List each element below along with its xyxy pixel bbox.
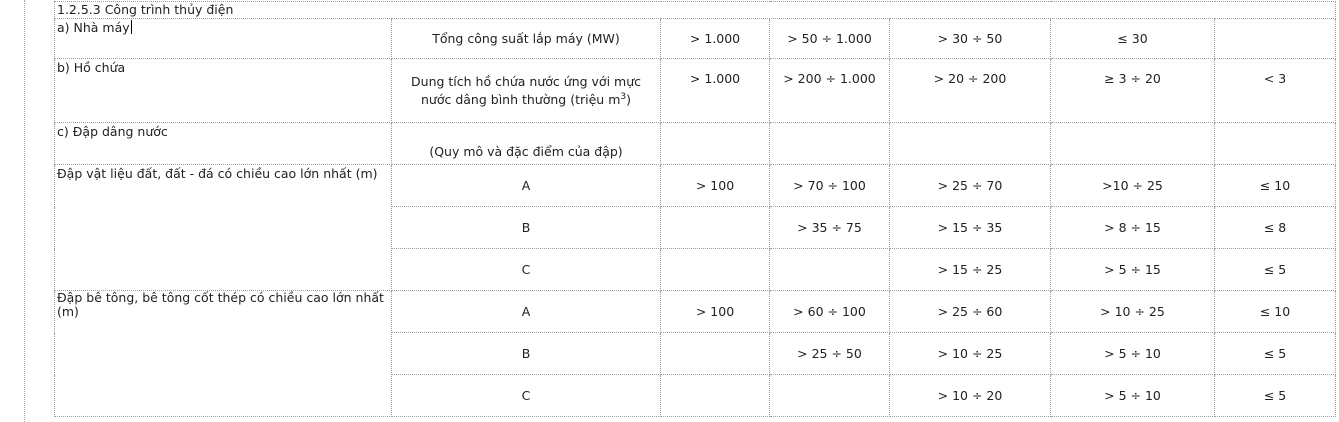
value-cell[interactable] xyxy=(661,249,770,291)
value-cell[interactable] xyxy=(890,123,1051,165)
value-cell[interactable] xyxy=(1051,123,1215,165)
table-row xyxy=(55,2,1336,19)
value-cell[interactable]: > 1.000 xyxy=(661,59,770,123)
value-cell[interactable]: > 8 ÷ 15 xyxy=(1051,207,1215,249)
value-cell[interactable] xyxy=(770,123,890,165)
value-cell[interactable]: > 5 ÷ 15 xyxy=(1051,249,1215,291)
grade-cell[interactable]: C xyxy=(392,375,661,417)
value-cell[interactable]: > 5 ÷ 10 xyxy=(1051,333,1215,375)
hydropower-classification-table xyxy=(54,1,1336,417)
value-cell[interactable]: < 3 xyxy=(1215,59,1336,123)
grade-cell[interactable]: B xyxy=(392,333,661,375)
value-cell[interactable] xyxy=(661,123,770,165)
grade-cell[interactable]: A xyxy=(392,165,661,207)
left-margin-guide xyxy=(24,0,25,422)
value-cell[interactable]: > 20 ÷ 200 xyxy=(890,59,1051,123)
value-cell[interactable] xyxy=(661,207,770,249)
value-cell[interactable]: > 60 ÷ 100 xyxy=(770,291,890,333)
value-cell[interactable]: > 100 xyxy=(661,165,770,207)
grade-cell[interactable]: A xyxy=(392,291,661,333)
value-cell[interactable] xyxy=(661,333,770,375)
value-cell[interactable]: > 30 ÷ 50 xyxy=(890,19,1051,59)
value-cell[interactable]: > 15 ÷ 25 xyxy=(890,249,1051,291)
table-row xyxy=(55,59,1336,123)
value-cell[interactable] xyxy=(1215,123,1336,165)
row-label-dap-be-tong[interactable]: Đập bê tông, bê tông cốt thép có chiều cao lớn nhất (m) xyxy=(55,291,392,417)
value-cell[interactable]: > 25 ÷ 60 xyxy=(890,291,1051,333)
value-cell[interactable]: ≤ 5 xyxy=(1215,249,1336,291)
table-row xyxy=(55,291,1336,333)
value-cell[interactable]: > 100 xyxy=(661,291,770,333)
value-cell[interactable]: > 1.000 xyxy=(661,19,770,59)
value-cell[interactable]: ≤ 8 xyxy=(1215,207,1336,249)
table-row xyxy=(55,165,1336,207)
value-cell[interactable] xyxy=(770,375,890,417)
value-cell[interactable]: ≤ 10 xyxy=(1215,291,1336,333)
value-cell[interactable]: ≤ 10 xyxy=(1215,165,1336,207)
row-label-dap-dang[interactable]: c) Đập dâng nước xyxy=(55,123,392,165)
text-cursor xyxy=(131,20,132,34)
value-cell[interactable]: > 15 ÷ 35 xyxy=(890,207,1051,249)
row-label-nha-may[interactable]: a) Nhà máy xyxy=(55,19,392,59)
table-row xyxy=(55,19,1336,59)
value-cell[interactable]: >10 ÷ 25 xyxy=(1051,165,1215,207)
grade-cell[interactable]: C xyxy=(392,249,661,291)
row-label-dap-dat[interactable]: Đập vật liệu đất, đất - đá có chiều cao lớn nhất (m) xyxy=(55,165,392,291)
value-cell[interactable]: ≤ 30 xyxy=(1051,19,1215,59)
value-cell[interactable]: > 10 ÷ 25 xyxy=(890,333,1051,375)
value-cell[interactable]: > 10 ÷ 25 xyxy=(1051,291,1215,333)
criteria-cell[interactable]: Tổng công suất lắp máy (MW) xyxy=(392,19,661,59)
row-label-ho-chua[interactable]: b) Hồ chứa xyxy=(55,59,392,123)
value-cell[interactable] xyxy=(1215,19,1336,59)
value-cell[interactable]: > 200 ÷ 1.000 xyxy=(770,59,890,123)
value-cell[interactable]: > 10 ÷ 20 xyxy=(890,375,1051,417)
value-cell[interactable]: ≥ 3 ÷ 20 xyxy=(1051,59,1215,123)
section-title[interactable]: 1.2.5.3 Công trình thủy điện xyxy=(55,2,1336,19)
value-cell[interactable] xyxy=(770,249,890,291)
value-cell[interactable]: > 70 ÷ 100 xyxy=(770,165,890,207)
table-row xyxy=(55,123,1336,165)
value-cell[interactable]: ≤ 5 xyxy=(1215,333,1336,375)
value-cell[interactable]: > 25 ÷ 70 xyxy=(890,165,1051,207)
value-cell[interactable]: > 50 ÷ 1.000 xyxy=(770,19,890,59)
value-cell[interactable]: > 35 ÷ 75 xyxy=(770,207,890,249)
value-cell[interactable] xyxy=(661,375,770,417)
value-cell[interactable]: ≤ 5 xyxy=(1215,375,1336,417)
value-cell[interactable]: > 25 ÷ 50 xyxy=(770,333,890,375)
criteria-cell[interactable]: Dung tích hồ chứa nước ứng với mực nước dâng bình thường (triệu $m^3$) xyxy=(392,59,661,123)
grade-cell[interactable]: B xyxy=(392,207,661,249)
criteria-cell[interactable]: (Quy mô và đặc điểm của đập) xyxy=(392,123,661,165)
value-cell[interactable]: > 5 ÷ 10 xyxy=(1051,375,1215,417)
